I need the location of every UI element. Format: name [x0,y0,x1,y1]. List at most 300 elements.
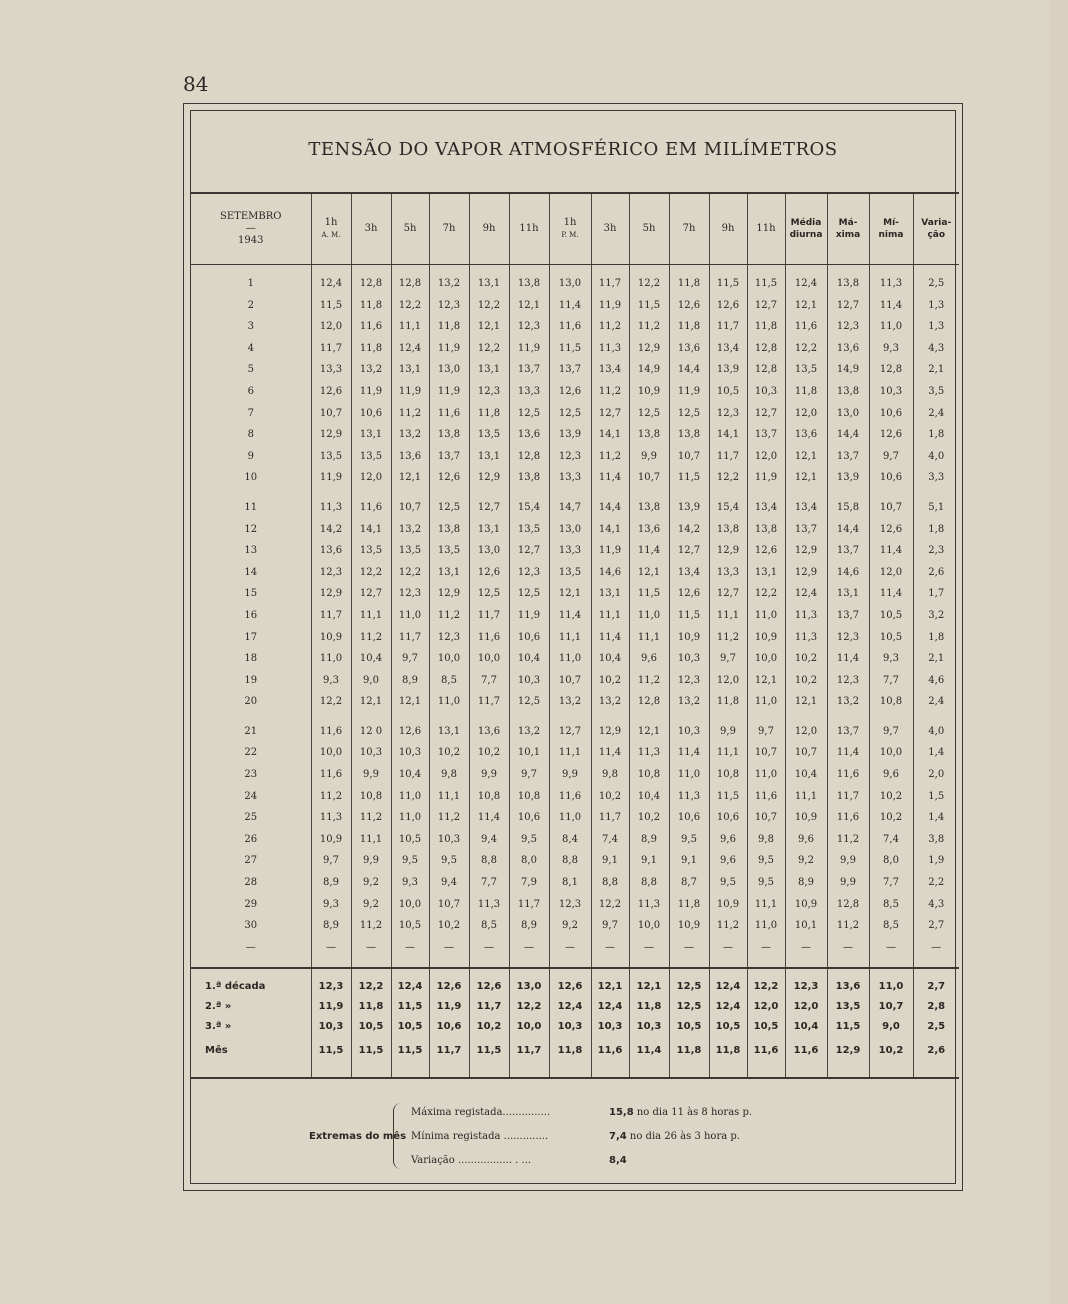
table-cell: 13,1 [469,359,509,381]
header-maxima: Má- xima [827,193,869,265]
table-cell: 11,8 [747,316,785,338]
table-cell: 12,3 [509,562,549,584]
table-cell: 12,2 [351,562,391,584]
table-cell: 13,6 [629,519,669,541]
table-body [191,265,959,1078]
table-cell: 9,7 [391,648,429,670]
table-cell: 12,0 [351,467,391,489]
table-cell: 13,1 [469,519,509,541]
table-cell: 12,7 [669,540,709,562]
header-1pm: 1h P. M. [549,193,591,265]
table-cell: 11,2 [429,807,469,829]
table-cell: 12,0 [747,446,785,468]
table-cell: 13,1 [827,583,869,605]
table-cell: 12,3 [827,670,869,692]
table-cell: 10,6 [709,807,747,829]
table-cell: 8,9 [785,872,827,894]
table-cell: 10,0 [629,915,669,937]
table-cell: 12,1 [785,691,827,713]
table-cell: 11,2 [591,316,629,338]
table-cell: 7,4 [869,829,913,851]
table-cell: 14,1 [709,424,747,446]
table-cell: 11,9 [429,381,469,403]
table-row [191,519,959,541]
table-cell: 10,6 [429,1017,469,1037]
table-cell: 10,2 [869,807,913,829]
table-cell: 13,3 [509,381,549,403]
table-cell: 11,4 [869,583,913,605]
table-cell: 11,3 [469,894,509,916]
table-cell: 14,2 [669,519,709,541]
table-cell: 11,9 [351,381,391,403]
var-label: Variação ................. . ... [411,1155,532,1166]
table-cell: 11,6 [549,786,591,808]
table-cell: 13,4 [709,338,747,360]
table-cell: 10,3 [869,381,913,403]
table-cell: 13,1 [351,424,391,446]
table-cell: 11,5 [709,273,747,295]
table-cell: 10,6 [509,807,549,829]
table-cell: 11,0 [391,605,429,627]
table-cell: 11,7 [827,786,869,808]
table-cell: 13,8 [709,519,747,541]
table-cell: 7,4 [591,829,629,851]
table-cell: 11,6 [549,316,591,338]
table-cell: 12,6 [669,295,709,317]
table-cell: 11,5 [827,1017,869,1037]
table-cell: 10,4 [391,764,429,786]
table-cell: 2,7 [913,977,959,997]
table-cell: 10,4 [785,764,827,786]
table-cell: 11,8 [629,997,669,1017]
table-cell: 11,0 [311,648,351,670]
table-cell: 12,1 [391,691,429,713]
table-cell: 13,8 [509,467,549,489]
table-cell: 11,1 [709,742,747,764]
table-cell: 9,9 [827,850,869,872]
table-cell: 12,4 [391,338,429,360]
table-cell: 11,7 [311,605,351,627]
table-cell: 10,7 [311,403,351,425]
table-cell: 10,3 [509,670,549,692]
table-cell: 10,4 [591,648,629,670]
table-cell: 10,6 [351,403,391,425]
table-cell: 11,4 [549,605,591,627]
table-cell: 12,3 [669,670,709,692]
table-cell: 11,7 [469,997,509,1017]
table-cell: 11,9 [429,338,469,360]
dash-cell: — [245,942,256,954]
row-label: 5 [247,364,254,376]
table-cell: 9,5 [747,872,785,894]
dash-cell: — [591,937,629,959]
table-row [191,648,959,670]
dash-cell: — [869,937,913,959]
table-cell: 11,9 [429,997,469,1017]
table-cell: 13,0 [549,273,591,295]
month-mean-row [191,1037,959,1065]
vapor-pressure-table [191,192,959,1079]
table-cell: 13,4 [785,497,827,519]
table-cell: 12,1 [469,316,509,338]
table-cell: 11,7 [469,691,509,713]
table-cell: 11,5 [311,295,351,317]
table-cell: 13,1 [469,273,509,295]
table-cell: 10,2 [869,1037,913,1065]
row-label: 16 [244,609,258,621]
table-cell: 7,7 [869,872,913,894]
table-cell: 10,2 [469,742,509,764]
table-cell: 12,6 [429,977,469,997]
table-cell: 2,1 [913,359,959,381]
header-1am: 1h A. M. [311,193,351,265]
table-cell: 12,2 [509,997,549,1017]
table-row [191,721,959,743]
table-cell: 12,2 [391,295,429,317]
table-cell: 9,3 [311,894,351,916]
table-cell: 13,3 [709,562,747,584]
table-cell: 13,7 [827,540,869,562]
table-cell: 10,2 [785,670,827,692]
table-cell: 12,4 [311,273,351,295]
table-cell: 12,7 [509,540,549,562]
table-row [191,381,959,403]
table-row [191,742,959,764]
table-cell: 9,5 [747,850,785,872]
table-cell: 10,7 [747,742,785,764]
table-cell: 12,6 [869,424,913,446]
table-cell: 2,1 [913,648,959,670]
table-cell: 10,0 [429,648,469,670]
table-cell: 2,6 [913,1037,959,1065]
table-cell: 11,6 [747,1037,785,1065]
table-cell: 1,4 [913,807,959,829]
table-cell: 12,5 [509,583,549,605]
table-cell: 13,2 [591,691,629,713]
table-cell: 10,7 [429,894,469,916]
table-cell: 1,8 [913,424,959,446]
table-cell: 11,0 [629,605,669,627]
table-cell: 12,9 [429,583,469,605]
dash-cell: — [311,937,351,959]
table-cell: 8,8 [591,872,629,894]
table-cell: 13,4 [669,562,709,584]
table-cell: 11,1 [591,605,629,627]
table-cell: 13,2 [827,691,869,713]
table-cell: 12,2 [747,977,785,997]
table-cell: 12,9 [785,540,827,562]
table-cell: 12,1 [785,467,827,489]
table-cell: 11,7 [509,894,549,916]
table-cell: 10,3 [629,1017,669,1037]
table-cell: 10,9 [629,381,669,403]
table-cell: 13,5 [351,446,391,468]
table-cell: 11,6 [747,786,785,808]
table-cell: 9,8 [747,829,785,851]
table-cell: 11,0 [549,648,591,670]
table-cell: 11,0 [669,764,709,786]
table-cell: 13,7 [509,359,549,381]
table-cell: 11,9 [509,605,549,627]
table-cell: 8,4 [549,829,591,851]
table-row [191,691,959,713]
table-cell: 13,6 [311,540,351,562]
row-label: 23 [244,769,258,781]
table-cell: 12,3 [469,381,509,403]
table-cell: 11,2 [351,915,391,937]
table-inner-frame [190,110,956,1184]
table-cell: 10,5 [391,829,429,851]
table-cell: 10,6 [509,627,549,649]
table-cell: 10,8 [469,786,509,808]
table-cell: 9,3 [869,648,913,670]
dash-cell: — [709,937,747,959]
table-cell: 3,5 [913,381,959,403]
table-cell: 13,5 [827,997,869,1017]
table-cell: 1,9 [913,850,959,872]
table-cell: 11,7 [391,627,429,649]
table-cell: 10,9 [785,807,827,829]
table-cell: 12,2 [709,467,747,489]
table-cell: 12,8 [509,446,549,468]
table-cell: 9,2 [785,850,827,872]
table-cell: 12,8 [747,338,785,360]
table-cell: 9,2 [549,915,591,937]
table-cell: 10,9 [669,915,709,937]
table-cell: 13,7 [429,446,469,468]
table-cell: 8,8 [469,850,509,872]
table-cell: 11,8 [785,381,827,403]
dash-cell: — [669,937,709,959]
row-label: 9 [247,450,254,462]
table-cell: 9,7 [509,764,549,786]
row-label: 6 [247,385,254,397]
table-cell: 12,5 [469,583,509,605]
table-cell: 12,3 [391,583,429,605]
table-cell: 13,5 [549,562,591,584]
row-label: 3.ª » [205,1020,232,1032]
table-cell: 11,6 [827,764,869,786]
table-cell: 9,6 [869,764,913,786]
row-label: 27 [244,855,258,867]
table-cell: 10,8 [709,764,747,786]
table-cell: 13,8 [827,273,869,295]
table-cell: 11,2 [629,670,669,692]
table-cell: 11,8 [669,273,709,295]
table-cell: 12 0 [351,721,391,743]
table-cell: 14,6 [591,562,629,584]
table-cell: 4,3 [913,894,959,916]
table-cell: 10,2 [869,786,913,808]
table-cell: 11,3 [629,742,669,764]
table-cell: 9,6 [709,850,747,872]
table-row [191,605,959,627]
table-cell: 7,9 [509,872,549,894]
table-cell: 13,2 [509,721,549,743]
table-row [191,497,959,519]
table-cell: 13,6 [509,424,549,446]
table-cell: 10,2 [429,742,469,764]
table-cell: 14,4 [669,359,709,381]
table-cell: 9,9 [351,764,391,786]
table-cell: 11,1 [351,829,391,851]
table-cell: 11,4 [869,295,913,317]
table-cell: 11,8 [669,1037,709,1065]
table-cell: 11,7 [591,273,629,295]
table-cell: 10,0 [311,742,351,764]
table-cell: 12,3 [549,446,591,468]
table-cell: 12,2 [311,691,351,713]
table-cell: 12,7 [747,403,785,425]
table-cell: 11,2 [429,605,469,627]
table-cell: 13,5 [351,540,391,562]
table-cell: 11,3 [869,273,913,295]
table-cell: 10,9 [709,894,747,916]
table-cell: 13,8 [509,273,549,295]
table-row [191,583,959,605]
table-cell: 10,9 [785,894,827,916]
header-11am: 11h [509,193,549,265]
table-cell: 12,5 [549,403,591,425]
row-label: 26 [244,833,258,845]
header-variacao: Varia- ção [913,193,959,265]
table-cell: 10,4 [351,648,391,670]
table-cell: 10,8 [629,764,669,786]
header-3pm: 3h [591,193,629,265]
table-cell: 10,8 [869,691,913,713]
table-cell: 11,7 [709,446,747,468]
table-cell: 2,8 [913,997,959,1017]
table-cell: 7,7 [869,670,913,692]
table-cell: 4,0 [913,721,959,743]
table-cell: 11,3 [311,497,351,519]
header-9am: 9h [469,193,509,265]
table-cell: 13,7 [785,519,827,541]
table-cell: 12,4 [709,977,747,997]
table-cell: 11,2 [709,627,747,649]
table-cell: 11,5 [391,997,429,1017]
table-cell: 11,8 [669,894,709,916]
table-cell: 11,0 [747,915,785,937]
table-cell: 13,9 [827,467,869,489]
table-cell: 10,9 [669,627,709,649]
table-cell: 12,9 [591,721,629,743]
header-7pm: 7h [669,193,709,265]
table-cell: 9,2 [351,872,391,894]
table-cell: 12,0 [869,562,913,584]
table-cell: 11,5 [351,1037,391,1065]
table-cell: 11,7 [509,1037,549,1065]
table-cell: 13,6 [469,721,509,743]
table-cell: 2,0 [913,764,959,786]
table-cell: 4,3 [913,338,959,360]
table-row [191,295,959,317]
table-cell: 12,0 [747,997,785,1017]
table-cell: 11,1 [747,894,785,916]
table-cell: 10,7 [391,497,429,519]
table-cell: 8,5 [869,894,913,916]
table-cell: 11,8 [709,1037,747,1065]
table-cell: 1,7 [913,583,959,605]
table-cell: 7,7 [469,872,509,894]
max-label: Máxima registada............... [411,1107,551,1118]
table-cell: 12,6 [429,467,469,489]
table-cell: 1,8 [913,519,959,541]
table-cell: 10,3 [391,742,429,764]
table-cell: 12,3 [509,316,549,338]
table-cell: 12,2 [629,273,669,295]
dash-cell: — [429,937,469,959]
table-cell: 2,3 [913,540,959,562]
table-cell: 11,4 [469,807,509,829]
row-label: 1 [247,278,254,289]
table-cell: 12,9 [469,467,509,489]
table-cell: 12,6 [747,540,785,562]
table-cell: 1,3 [913,295,959,317]
table-cell: 12,5 [669,997,709,1017]
table-cell: 12,2 [351,977,391,997]
table-cell: 13,8 [429,519,469,541]
table-cell: 10,9 [747,627,785,649]
table-cell: 1,3 [913,316,959,338]
table-cell: 13,1 [429,721,469,743]
table-cell: 12,7 [827,295,869,317]
table-cell: 13,0 [469,540,509,562]
table-cell: 12,0 [785,997,827,1017]
table-cell: 13,9 [669,497,709,519]
table-cell: 12,1 [509,295,549,317]
table-cell: 11,5 [629,583,669,605]
table-cell: 9,7 [747,721,785,743]
table-cell: 14,4 [591,497,629,519]
table-cell: 11,4 [629,540,669,562]
dash-cell: — [391,937,429,959]
header-row [191,193,959,265]
table-row [191,338,959,360]
table-cell: 10,5 [669,1017,709,1037]
page-number: 84 [183,72,209,96]
table-cell: 11,6 [429,403,469,425]
table-cell: 12,9 [785,562,827,584]
table-cell: 10,2 [429,915,469,937]
table-cell: 12,1 [549,583,591,605]
table-cell: 8,0 [509,850,549,872]
min-value-line: 7,4 no dia 26 às 3 hora p. [609,1131,740,1142]
table-cell: 12,2 [391,562,429,584]
table-cell: 12,3 [429,627,469,649]
table-cell: 11,9 [311,997,351,1017]
table-row [191,850,959,872]
table-cell: 13,5 [469,424,509,446]
table-cell: 12,7 [469,497,509,519]
table-cell: 3,3 [913,467,959,489]
table-cell: 11,3 [629,894,669,916]
row-label: 4 [247,342,254,354]
dash-cell: — [629,937,669,959]
table-cell: 5,1 [913,497,959,519]
table-cell: 9,1 [669,850,709,872]
table-cell: 13,5 [785,359,827,381]
table-cell: 12,5 [669,403,709,425]
table-cell: 11,2 [351,807,391,829]
dash-cell: — [747,937,785,959]
table-cell: 13,0 [549,519,591,541]
table-cell: 11,6 [351,316,391,338]
table-row [191,562,959,584]
table-row [191,359,959,381]
table-cell: 11,5 [549,338,591,360]
table-cell: 10,8 [351,786,391,808]
